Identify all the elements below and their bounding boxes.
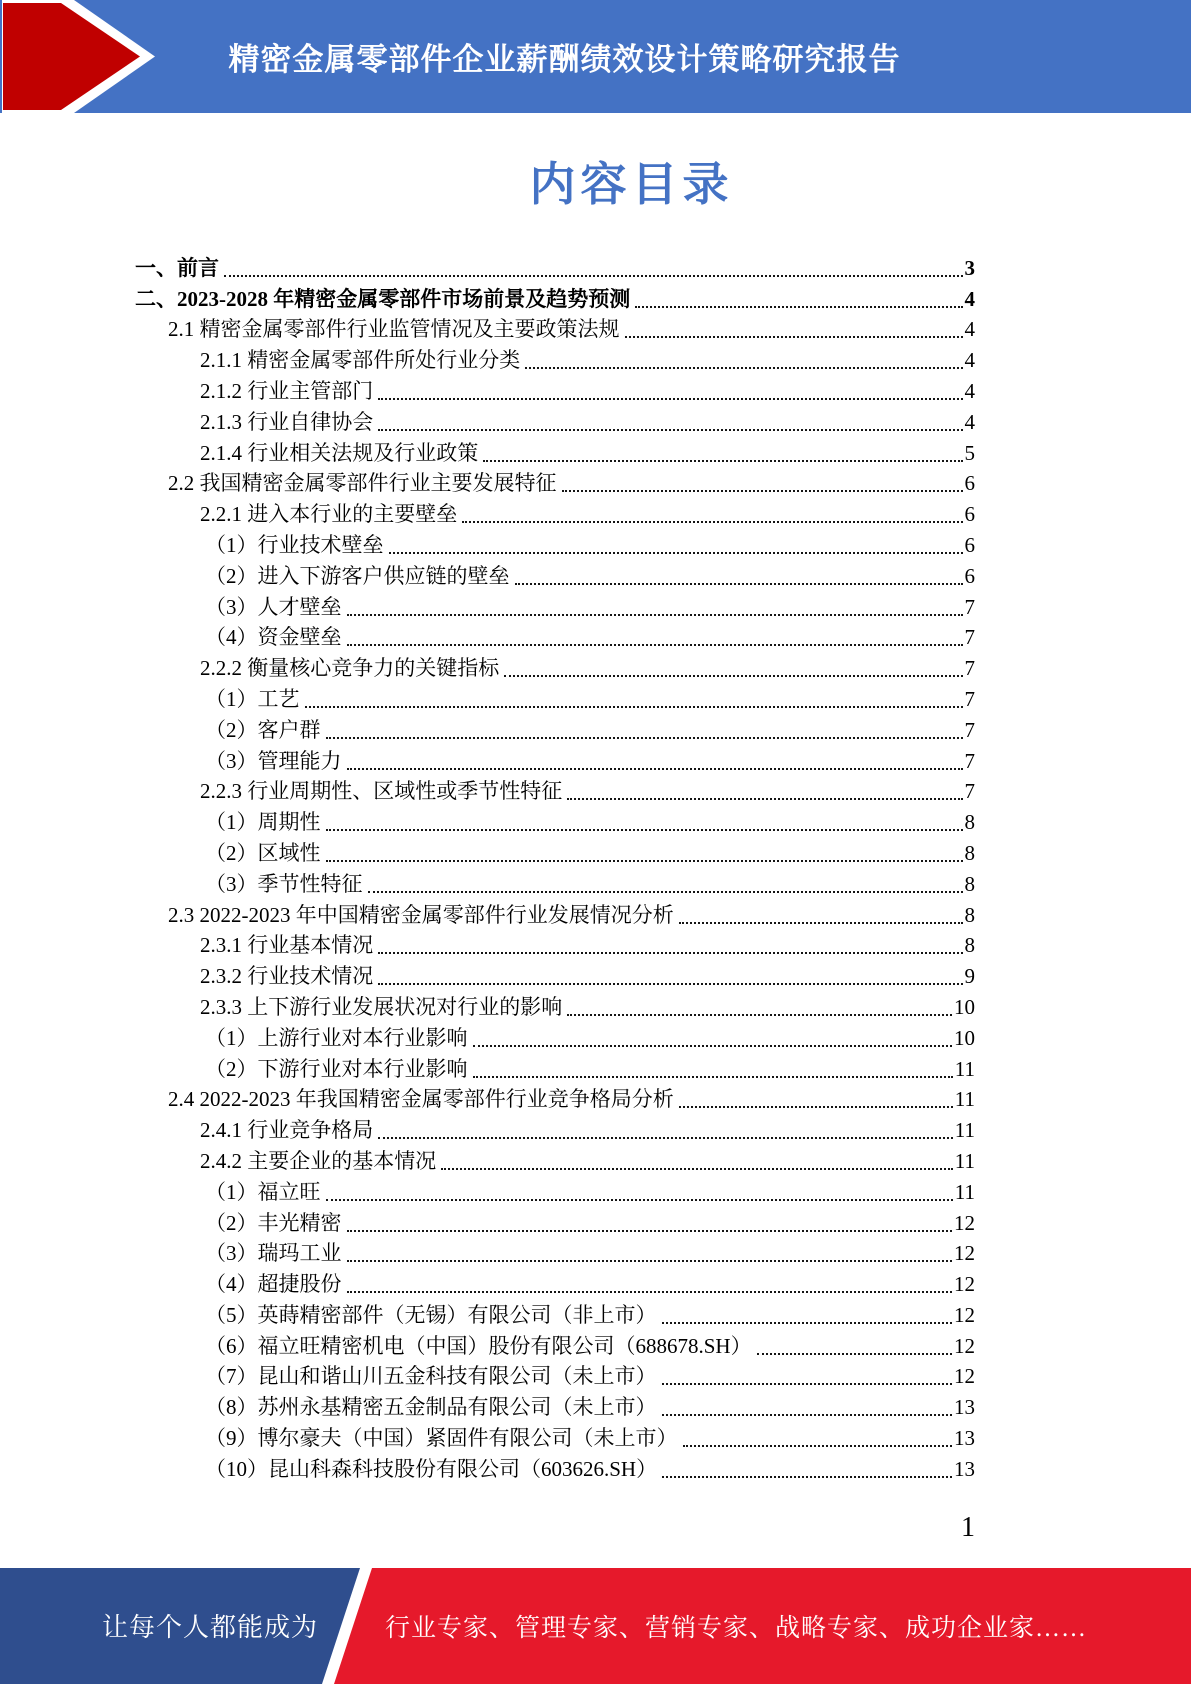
toc-entry[interactable] bbox=[135, 1452, 975, 1483]
toc-entry[interactable] bbox=[135, 1421, 975, 1452]
report-title: 精密金属零部件企业薪酬绩效设计策略研究报告 bbox=[228, 42, 901, 77]
toc-leader-dots bbox=[462, 521, 962, 523]
toc-page-number: 5 bbox=[964, 440, 975, 465]
toc-leader-dots bbox=[347, 644, 963, 646]
toc-page-number: 12 bbox=[954, 1333, 975, 1358]
toc-page-number: 7 bbox=[964, 656, 975, 681]
toc-leader-dots bbox=[441, 1168, 953, 1170]
toc-page-number: 11 bbox=[954, 1056, 975, 1081]
toc-page-number: 12 bbox=[954, 1210, 975, 1235]
toc-entry-text: （2）下游行业对本行业影响 bbox=[205, 1056, 468, 1081]
toc-entry[interactable] bbox=[135, 282, 975, 313]
toc-page-number: 7 bbox=[964, 779, 975, 804]
toc-entry[interactable] bbox=[135, 1144, 975, 1175]
toc-entry[interactable] bbox=[135, 1298, 975, 1329]
toc-entry[interactable] bbox=[135, 1083, 975, 1114]
toc-page-number: 12 bbox=[954, 1302, 975, 1327]
toc-entry[interactable] bbox=[135, 713, 975, 744]
toc-page-number: 7 bbox=[964, 717, 975, 742]
toc-page-number: 6 bbox=[964, 471, 975, 496]
toc-entry[interactable] bbox=[135, 805, 975, 836]
toc-leader-dots bbox=[389, 552, 963, 554]
toc-entry[interactable] bbox=[135, 405, 975, 436]
toc-entry-text: （1）福立旺 bbox=[205, 1179, 321, 1204]
toc-leader-dots bbox=[473, 1045, 953, 1047]
toc-entry-text: （8）苏州永基精密五金制品有限公司（未上市） bbox=[205, 1395, 657, 1420]
toc-entry[interactable] bbox=[135, 590, 975, 621]
toc-leader-dots bbox=[378, 983, 962, 985]
toc-page-number: 8 bbox=[964, 871, 975, 896]
toc-leader-dots bbox=[378, 1137, 953, 1139]
toc-entry[interactable] bbox=[135, 898, 975, 929]
toc-entry[interactable] bbox=[135, 251, 975, 282]
toc-leader-dots bbox=[326, 829, 963, 831]
toc-entry-text: 2.1.3 行业自律协会 bbox=[200, 409, 374, 434]
toc-page-number: 8 bbox=[964, 810, 975, 835]
toc-entry[interactable] bbox=[135, 651, 975, 682]
toc-entry-text: 2.4.2 主要企业的基本情况 bbox=[200, 1148, 437, 1173]
toc-entry-text: 2.1 精密金属零部件行业监管情况及主要政策法规 bbox=[168, 317, 620, 342]
toc-entry-text: （3）人才壁垒 bbox=[205, 594, 342, 619]
toc-entry-text: 2.2.2 衡量核心竞争力的关键指标 bbox=[200, 656, 500, 681]
toc-leader-dots bbox=[326, 860, 963, 862]
toc-leader-dots bbox=[562, 490, 963, 492]
toc-leader-dots bbox=[378, 398, 962, 400]
toc-leader-dots bbox=[567, 1014, 952, 1016]
toc-entry[interactable] bbox=[135, 436, 975, 467]
toc-entry-text: （2）丰光精密 bbox=[205, 1210, 342, 1235]
toc-leader-dots bbox=[326, 1199, 953, 1201]
toc-entry[interactable] bbox=[135, 1021, 975, 1052]
toc-entry[interactable] bbox=[135, 497, 975, 528]
toc-page-number: 6 bbox=[964, 532, 975, 557]
toc-leader-dots bbox=[567, 798, 962, 800]
toc-page-number: 4 bbox=[964, 317, 975, 342]
toc-entry-text: （5）英蒔精密部件（无锡）有限公司（非上市） bbox=[205, 1302, 657, 1327]
footer-slogan-left: 让每个人都能成为 bbox=[101, 1613, 318, 1642]
toc-entry[interactable] bbox=[135, 1360, 975, 1391]
toc-leader-dots bbox=[625, 336, 963, 338]
toc-leader-dots bbox=[368, 891, 963, 893]
toc-entry-text: 2.3.1 行业基本情况 bbox=[200, 933, 374, 958]
toc-leader-dots bbox=[662, 1322, 953, 1324]
toc-entry-text: 2.3.2 行业技术情况 bbox=[200, 964, 374, 989]
toc-leader-dots bbox=[679, 922, 963, 924]
toc-page-number: 7 bbox=[964, 625, 975, 650]
toc-entry-text: 2.3.3 上下游行业发展状况对行业的影响 bbox=[200, 994, 563, 1019]
toc-entry[interactable] bbox=[135, 775, 975, 806]
toc-entry-text: （3）季节性特征 bbox=[205, 871, 363, 896]
toc-page-number: 10 bbox=[954, 994, 975, 1019]
toc-entry[interactable] bbox=[135, 990, 975, 1021]
toc-entry-text: （7）昆山和谐山川五金科技有限公司（未上市） bbox=[205, 1364, 657, 1389]
toc-page-number: 6 bbox=[964, 563, 975, 588]
toc-entry[interactable] bbox=[135, 959, 975, 990]
toc-entry-text: 2.1.4 行业相关法规及行业政策 bbox=[200, 440, 479, 465]
footer-banner bbox=[0, 1568, 1191, 1684]
toc-entry-text: （2）区域性 bbox=[205, 840, 321, 865]
toc-entry-text: （9）博尔豪夫（中国）紧固件有限公司（未上市） bbox=[205, 1426, 678, 1451]
toc-page-number: 9 bbox=[964, 964, 975, 989]
toc-page-number: 11 bbox=[954, 1087, 975, 1112]
toc-page-number: 10 bbox=[954, 1025, 975, 1050]
toc-entry-text: （4）超捷股份 bbox=[205, 1272, 342, 1297]
toc-leader-dots bbox=[635, 306, 962, 308]
toc-page-number: 6 bbox=[964, 502, 975, 527]
toc-entry-text: 2.2.3 行业周期性、区域性或季节性特征 bbox=[200, 779, 563, 804]
toc-entry[interactable] bbox=[135, 1237, 975, 1268]
toc-entry-text: 2.4.1 行业竞争格局 bbox=[200, 1118, 374, 1143]
footer-slogan-right: 行业专家、管理专家、营销专家、战略专家、成功企业家…… bbox=[385, 1615, 1088, 1642]
toc-entry-text: （3）管理能力 bbox=[205, 748, 342, 773]
toc-leader-dots bbox=[679, 1106, 953, 1108]
toc-entry-text: （4）资金壁垒 bbox=[205, 625, 342, 650]
toc-entry[interactable] bbox=[135, 1113, 975, 1144]
toc-entry[interactable] bbox=[135, 1052, 975, 1083]
toc-page-number: 4 bbox=[964, 378, 975, 403]
toc-entry[interactable] bbox=[135, 343, 975, 374]
toc-entry-text: （10）昆山科森科技股份有限公司（603626.SH） bbox=[205, 1456, 658, 1481]
toc-entry[interactable] bbox=[135, 374, 975, 405]
toc-leader-dots bbox=[347, 1230, 953, 1232]
toc-leader-dots bbox=[224, 275, 963, 277]
toc-leader-dots bbox=[683, 1445, 953, 1447]
toc-entry[interactable] bbox=[135, 1206, 975, 1237]
toc-entry-text: 2.2.1 进入本行业的主要壁垒 bbox=[200, 502, 458, 527]
toc-page-number: 12 bbox=[954, 1272, 975, 1297]
toc-page-number: 13 bbox=[954, 1456, 975, 1481]
toc-leader-dots bbox=[525, 367, 962, 369]
toc-leader-dots bbox=[662, 1414, 953, 1416]
toc-entry[interactable] bbox=[135, 867, 975, 898]
toc-page-number: 13 bbox=[954, 1426, 975, 1451]
toc-page-number: 3 bbox=[964, 255, 975, 280]
toc-page-number: 12 bbox=[954, 1364, 975, 1389]
toc-page-number: 7 bbox=[964, 594, 975, 619]
toc-page-number: 7 bbox=[964, 686, 975, 711]
toc-leader-dots bbox=[347, 1291, 953, 1293]
toc-leader-dots bbox=[473, 1076, 953, 1078]
toc-leader-dots bbox=[347, 614, 963, 616]
toc-page-number: 4 bbox=[964, 286, 975, 311]
toc-leader-dots bbox=[757, 1353, 952, 1355]
toc-entry-text: （1）上游行业对本行业影响 bbox=[205, 1025, 468, 1050]
header-banner bbox=[0, 0, 1191, 113]
toc-heading: 内容目录 bbox=[529, 159, 734, 210]
page-number: 1 bbox=[961, 1512, 975, 1543]
toc-page-number: 8 bbox=[964, 933, 975, 958]
toc-entry-text: 二、2023-2028 年精密金属零部件市场前景及趋势预测 bbox=[135, 286, 631, 311]
toc-entry-text: 2.3 2022-2023 年中国精密金属零部件行业发展情况分析 bbox=[168, 902, 674, 927]
toc-leader-dots bbox=[662, 1476, 952, 1478]
toc-entry-text: （3）瑞玛工业 bbox=[205, 1241, 342, 1266]
toc-page-number: 4 bbox=[964, 409, 975, 434]
toc-entry-text: （2）进入下游客户供应链的壁垒 bbox=[205, 563, 510, 588]
toc-entry[interactable] bbox=[135, 621, 975, 652]
toc-leader-dots bbox=[347, 1260, 953, 1262]
toc-entry-text: 2.1.1 精密金属零部件所处行业分类 bbox=[200, 348, 521, 373]
toc-entry-text: （1）行业技术壁垒 bbox=[205, 532, 384, 557]
toc-leader-dots bbox=[378, 952, 962, 954]
toc-leader-dots bbox=[504, 675, 962, 677]
toc-entry[interactable] bbox=[135, 682, 975, 713]
toc-entry[interactable] bbox=[135, 929, 975, 960]
toc-leader-dots bbox=[515, 583, 963, 585]
toc-entry[interactable] bbox=[135, 744, 975, 775]
toc-leader-dots bbox=[326, 737, 963, 739]
toc-entry-text: （1）周期性 bbox=[205, 810, 321, 835]
toc-entry[interactable] bbox=[135, 559, 975, 590]
toc-page-number: 8 bbox=[964, 902, 975, 927]
toc-list bbox=[135, 251, 975, 1483]
toc-entry[interactable] bbox=[135, 1329, 975, 1360]
toc-entry-text: 2.1.2 行业主管部门 bbox=[200, 378, 374, 403]
toc-entry[interactable] bbox=[135, 528, 975, 559]
toc-entry-text: 2.2 我国精密金属零部件行业主要发展特征 bbox=[168, 471, 557, 496]
toc-entry[interactable] bbox=[135, 1267, 975, 1298]
toc-page-number: 11 bbox=[954, 1179, 975, 1204]
toc-page-number: 12 bbox=[954, 1241, 975, 1266]
toc-entry-text: （6）福立旺精密机电（中国）股份有限公司（688678.SH） bbox=[205, 1333, 752, 1358]
toc-entry[interactable] bbox=[135, 313, 975, 344]
toc-page-number: 8 bbox=[964, 840, 975, 865]
toc-page-number: 11 bbox=[954, 1118, 975, 1143]
toc-entry-text: 一、前言 bbox=[135, 255, 219, 280]
toc-leader-dots bbox=[662, 1383, 953, 1385]
toc-leader-dots bbox=[378, 429, 962, 431]
toc-entry-text: 2.4 2022-2023 年我国精密金属零部件行业竞争格局分析 bbox=[168, 1087, 674, 1112]
toc-entry-text: （2）客户群 bbox=[205, 717, 321, 742]
toc-leader-dots bbox=[483, 460, 962, 462]
toc-entry[interactable] bbox=[135, 467, 975, 498]
toc-page-number: 13 bbox=[954, 1395, 975, 1420]
toc-entry[interactable] bbox=[135, 836, 975, 867]
toc-entry[interactable] bbox=[135, 1390, 975, 1421]
toc-entry-text: （1）工艺 bbox=[205, 686, 300, 711]
toc-page-number: 7 bbox=[964, 748, 975, 773]
toc-entry[interactable] bbox=[135, 1175, 975, 1206]
toc-page-number: 4 bbox=[964, 348, 975, 373]
toc-leader-dots bbox=[347, 768, 963, 770]
toc-page-number: 11 bbox=[954, 1148, 975, 1173]
toc-leader-dots bbox=[305, 706, 963, 708]
